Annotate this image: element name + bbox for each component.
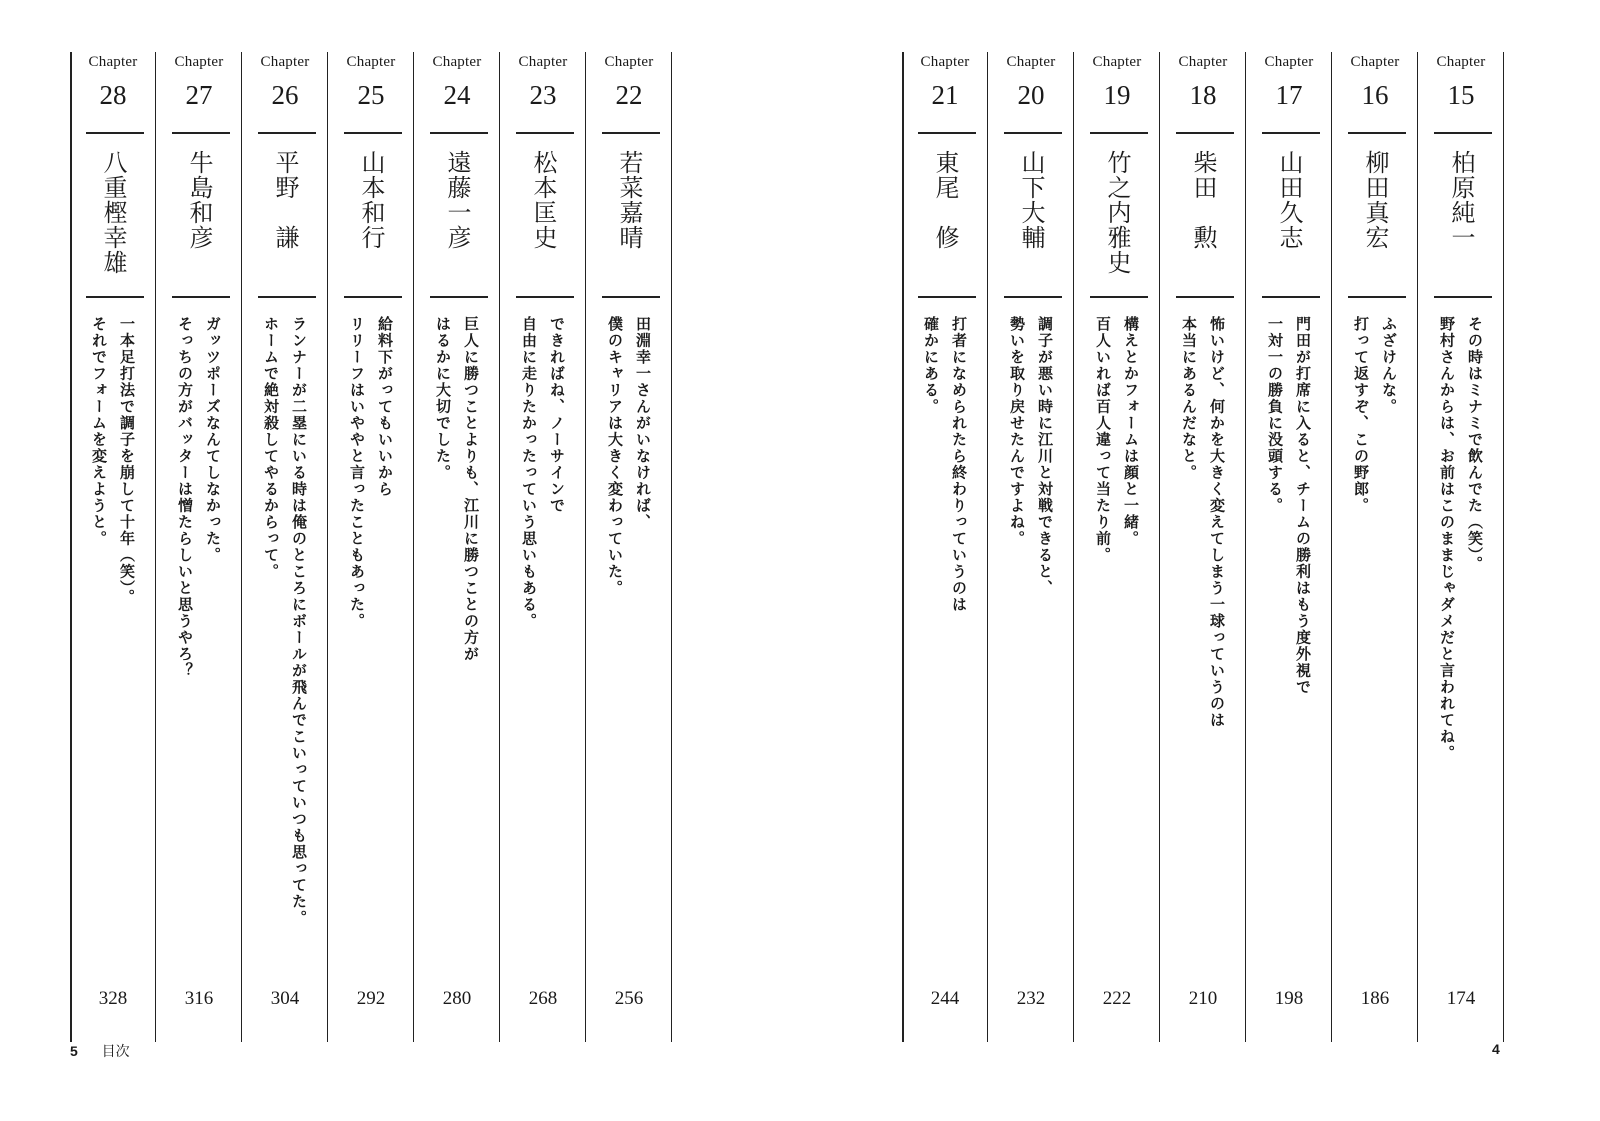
player-name: 柳田真宏 bbox=[1361, 150, 1389, 250]
divider bbox=[1434, 296, 1492, 298]
player-name: 遠藤一彦 bbox=[443, 150, 471, 250]
chapter-label: Chapter bbox=[1178, 54, 1228, 70]
divider bbox=[1262, 296, 1320, 298]
chapter-quote: 田淵幸一さんがいなければ、 僕のキャリアは大きく変わっていた。 bbox=[606, 316, 652, 597]
chapter-column bbox=[156, 52, 242, 1042]
chapter-quote: ふざけんな。 打って返すぞ、この野郎。 bbox=[1352, 316, 1398, 514]
page-number[interactable]: 280 bbox=[442, 988, 472, 1009]
chapter-number: 23 bbox=[529, 80, 557, 110]
divider bbox=[430, 132, 488, 134]
chapter-label: Chapter bbox=[604, 54, 654, 70]
page-number[interactable]: 186 bbox=[1360, 988, 1390, 1009]
player-name: 牛島和彦 bbox=[185, 150, 213, 250]
chapter-quote: 打者になめられたら終わりっていうのは 確かにある。 bbox=[922, 316, 968, 613]
chapter-number: 16 bbox=[1361, 80, 1389, 110]
page-number[interactable]: 244 bbox=[930, 988, 960, 1009]
divider bbox=[86, 296, 144, 298]
page-number[interactable]: 210 bbox=[1188, 988, 1218, 1009]
chapter-column bbox=[414, 52, 500, 1042]
divider bbox=[258, 132, 316, 134]
divider bbox=[602, 132, 660, 134]
divider bbox=[1004, 296, 1062, 298]
divider bbox=[344, 296, 402, 298]
divider bbox=[1176, 132, 1234, 134]
page-number[interactable]: 268 bbox=[528, 988, 558, 1009]
divider bbox=[1434, 132, 1492, 134]
chapter-quote: できればね、ノーサインで 自由に走りたかったっていう思いもある。 bbox=[520, 316, 566, 630]
chapter-number: 22 bbox=[615, 80, 643, 110]
divider bbox=[1348, 132, 1406, 134]
player-name: 竹之内雅史 bbox=[1103, 150, 1131, 275]
chapter-number: 28 bbox=[99, 80, 127, 110]
divider bbox=[918, 132, 976, 134]
player-name: 八重樫幸雄 bbox=[99, 150, 127, 275]
player-name: 平野 謙 bbox=[271, 150, 299, 250]
chapter-label: Chapter bbox=[346, 54, 396, 70]
divider bbox=[1004, 132, 1062, 134]
chapter-label: Chapter bbox=[174, 54, 224, 70]
chapter-quote: 一本足打法で調子を崩して十年（笑）。 それでフォームを変えようと。 bbox=[90, 316, 136, 606]
folio bbox=[1492, 1041, 1500, 1057]
chapter-label: Chapter bbox=[1350, 54, 1400, 70]
chapter-label: Chapter bbox=[88, 54, 138, 70]
chapter-label: Chapter bbox=[260, 54, 310, 70]
divider bbox=[430, 296, 488, 298]
divider bbox=[1176, 296, 1234, 298]
chapter-number: 20 bbox=[1017, 80, 1045, 110]
chapter-label: Chapter bbox=[1006, 54, 1056, 70]
player-name: 山田久志 bbox=[1275, 150, 1303, 250]
right-page bbox=[800, 0, 1600, 1121]
chapter-column bbox=[500, 52, 586, 1042]
chapter-column bbox=[988, 52, 1074, 1042]
chapter-number: 24 bbox=[443, 80, 471, 110]
chapter-number: 26 bbox=[271, 80, 299, 110]
player-name: 若菜嘉晴 bbox=[615, 150, 643, 250]
player-name: 柴田 勲 bbox=[1189, 150, 1217, 250]
chapter-column bbox=[328, 52, 414, 1042]
chapter-label: Chapter bbox=[432, 54, 482, 70]
chapter-quote: 怖いけど、何かを大きく変えてしまう一球っていうのは 本当にあるんだなと。 bbox=[1180, 316, 1226, 729]
chapter-number: 25 bbox=[357, 80, 385, 110]
player-name: 松本匡史 bbox=[529, 150, 557, 250]
chapter-column bbox=[1246, 52, 1332, 1042]
page-number[interactable]: 316 bbox=[184, 988, 214, 1009]
page-number[interactable]: 174 bbox=[1446, 988, 1476, 1009]
divider bbox=[602, 296, 660, 298]
divider bbox=[1262, 132, 1320, 134]
chapter-column bbox=[1074, 52, 1160, 1042]
chapter-number: 21 bbox=[931, 80, 959, 110]
chapter-label: Chapter bbox=[518, 54, 568, 70]
chapter-number: 27 bbox=[185, 80, 213, 110]
divider bbox=[918, 296, 976, 298]
folio-page-number: 4 bbox=[1492, 1041, 1500, 1057]
chapter-quote: 調子が悪い時に江川と対戦できると、 勢いを取り戻せたんですよね。 bbox=[1008, 316, 1054, 597]
chapter-quote: その時はミナミで飲んでた（笑）。 野村さんからは、お前はこのままじゃダメだと言われてね。 bbox=[1438, 316, 1484, 762]
chapter-number: 18 bbox=[1189, 80, 1217, 110]
divider bbox=[516, 296, 574, 298]
chapter-column bbox=[586, 52, 672, 1042]
divider bbox=[344, 132, 402, 134]
chapter-label: Chapter bbox=[920, 54, 970, 70]
chapter-column bbox=[902, 52, 988, 1042]
divider bbox=[1348, 296, 1406, 298]
chapter-quote: 門田が打席に入ると、チームの勝利はもう度外視で 一対一の勝負に没頭する。 bbox=[1266, 316, 1312, 696]
player-name: 山下大輔 bbox=[1017, 150, 1045, 250]
chapter-column bbox=[1418, 52, 1504, 1042]
chapter-label: Chapter bbox=[1436, 54, 1486, 70]
chapter-label: Chapter bbox=[1264, 54, 1314, 70]
page-number[interactable]: 292 bbox=[356, 988, 386, 1009]
divider bbox=[1090, 296, 1148, 298]
chapter-quote: 構えとかフォームは顔と一緒。 百人いれば百人違って当たり前。 bbox=[1094, 316, 1140, 564]
chapter-column bbox=[242, 52, 328, 1042]
divider bbox=[258, 296, 316, 298]
page-number[interactable]: 304 bbox=[270, 988, 300, 1009]
chapter-column bbox=[70, 52, 156, 1042]
divider bbox=[172, 296, 230, 298]
chapter-label: Chapter bbox=[1092, 54, 1142, 70]
chapter-quote: ランナーが二塁にいる時は俺のところにボールが飛んでこいっていつも思ってた。 ホームで絶対殺してやるからって。 bbox=[262, 316, 308, 927]
chapter-quote: 給料下がってもいいから リリーフはいややと言ったこともあった。 bbox=[348, 316, 394, 630]
divider bbox=[172, 132, 230, 134]
page-number[interactable]: 222 bbox=[1102, 988, 1132, 1009]
chapter-number: 19 bbox=[1103, 80, 1131, 110]
chapter-column bbox=[1160, 52, 1246, 1042]
player-name: 柏原純一 bbox=[1447, 150, 1475, 250]
divider bbox=[86, 132, 144, 134]
chapter-column bbox=[1332, 52, 1418, 1042]
player-name: 東尾 修 bbox=[931, 150, 959, 250]
chapter-quote: 巨人に勝つことよりも、江川に勝つことの方が はるかに大切でした。 bbox=[434, 316, 480, 663]
folio-title: 目次 bbox=[101, 1043, 130, 1059]
page-number[interactable]: 328 bbox=[98, 988, 128, 1009]
chapter-number: 17 bbox=[1275, 80, 1303, 110]
page-number[interactable]: 256 bbox=[614, 988, 644, 1009]
page-number[interactable]: 198 bbox=[1274, 988, 1304, 1009]
divider bbox=[1090, 132, 1148, 134]
folio bbox=[70, 1041, 130, 1061]
chapter-number: 15 bbox=[1447, 80, 1475, 110]
page-number[interactable]: 232 bbox=[1016, 988, 1046, 1009]
chapter-quote: ガッツポーズなんてしなかった。 そっちの方がバッターは憎たらしいと思うやろ？ bbox=[176, 316, 222, 679]
folio-page-number: 5 bbox=[70, 1043, 78, 1059]
player-name: 山本和行 bbox=[357, 150, 385, 250]
divider bbox=[516, 132, 574, 134]
